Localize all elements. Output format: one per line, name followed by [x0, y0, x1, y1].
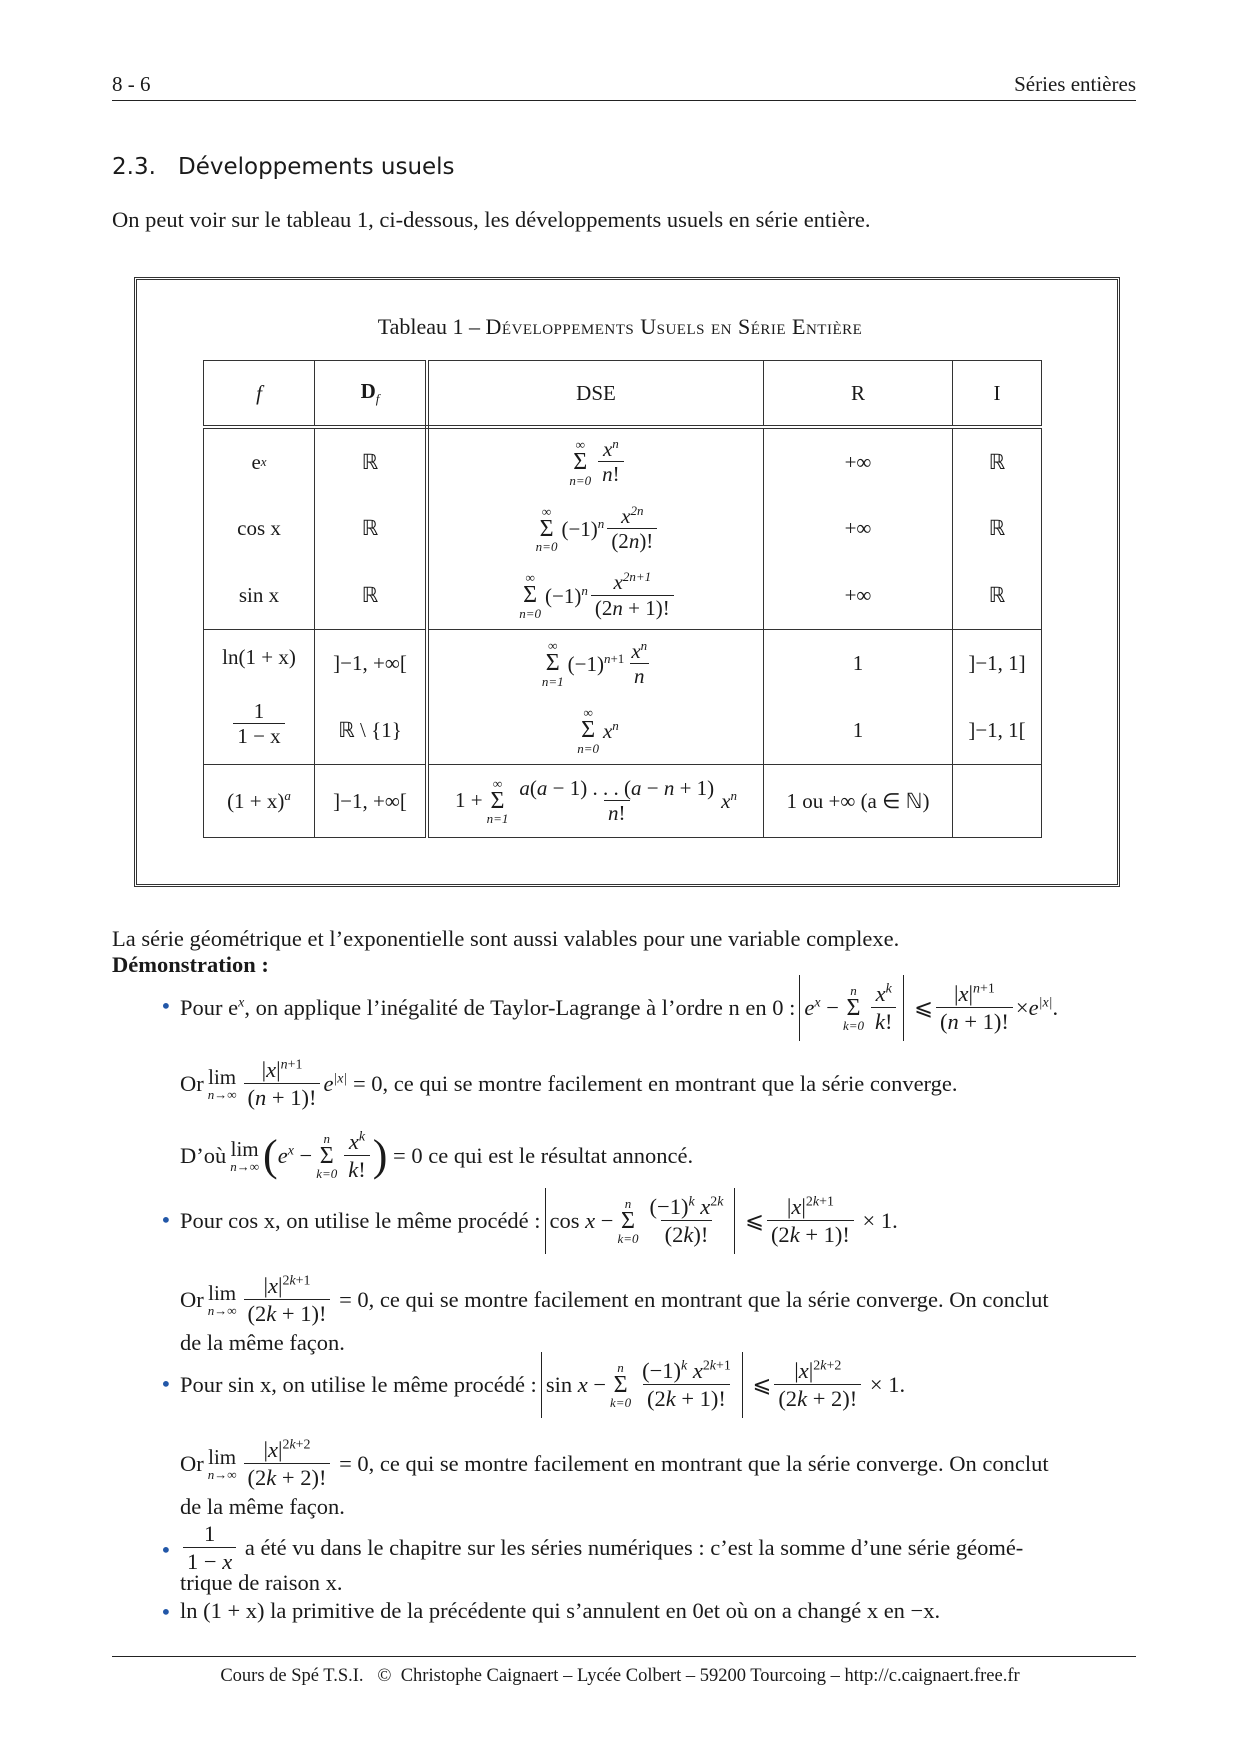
section-number: 2.3. [112, 154, 156, 180]
r-exp: +∞ [844, 449, 872, 474]
cell-r-group-1 [764, 427, 953, 630]
exp-dou-text: = 0 ce qui est le résultat annoncé. [393, 1143, 694, 1168]
f-sin: sin x [238, 583, 280, 608]
f-cos: cos x [237, 516, 281, 541]
r-sin: +∞ [844, 583, 872, 608]
bullet-sin: • [160, 1372, 172, 1396]
i-ln: ]−1, 1] [968, 651, 1026, 675]
i-pow [953, 765, 1042, 838]
dse-ln: ∞ Σ n=1 $(-1)^{n+1}$ $\frac{x^n}{n}$ [541, 637, 648, 690]
i-sin: ℝ [988, 583, 1006, 608]
cell-f-group-2 [204, 630, 315, 765]
bullet-ln: • [160, 1600, 172, 1624]
cell-dse-group-2 [427, 630, 764, 765]
table-row-group-3 [204, 765, 1042, 838]
footer-rule [112, 1656, 1136, 1657]
exp-text: , on applique l’inégalité de Taylor-Lagrange à l’ordre n en 0 : [244, 995, 796, 1020]
df-sin: ℝ [361, 583, 379, 608]
df-exp: ℝ [361, 449, 379, 474]
geo-line: $\frac{1}{1 - x}$ a été vu dans le chapitre sur les séries numériques : c’est la somme d’une série géomé- [180, 1520, 1023, 1576]
df-geo: ℝ \ {1} [338, 718, 402, 742]
df-pow: ]−1, +∞[ [315, 765, 428, 838]
cell-df-group-1 [315, 427, 428, 630]
dse-table [203, 360, 1042, 838]
sin-or-text-2: de la même façon. [180, 1494, 345, 1519]
cos-or: Or [180, 1287, 204, 1312]
exp-intro: Pour e [180, 995, 239, 1020]
sin-or-text: = 0, ce qui se montre facilement en montrant que la série converge. On conclut [339, 1451, 1049, 1476]
caption-title: Développements Usuels en Série Entière [485, 314, 863, 339]
demo-title: Démonstration : [112, 952, 269, 977]
dse-geo: ∞ Σ n=0 $x^n$ [577, 705, 619, 757]
header-df-sub: f [375, 391, 380, 407]
header-i: I [953, 361, 1042, 428]
dse-exp: ∞ Σ n=0 $\frac{x^n}{n!}$ [429, 437, 763, 487]
intro-paragraph: On peut voir sur le tableau 1, ci-dessous, les développements usuels en série entière. [112, 207, 871, 232]
i-geo: ]−1, 1[ [968, 718, 1026, 742]
header-df [315, 361, 428, 428]
bullet-exp: • [160, 994, 172, 1018]
cos-or-text-2: de la même façon. [180, 1330, 345, 1355]
sin-limit-line: Or lim n→∞ $\frac{|x|^{2k+2}}{(2k + 2)!}$ = 0, ce qui se montre facilement en montrant que la série converge. On conclut [180, 1437, 1049, 1490]
cos-intro: Pour cos x, on utilise le même procédé : [180, 1208, 541, 1233]
sin-intro: Pour sin x, on utilise le même procédé : [180, 1372, 537, 1397]
r-cos: +∞ [844, 516, 872, 541]
f-exp: e x [251, 449, 267, 474]
r-ln: 1 [852, 651, 864, 675]
exp-dou: D’où [180, 1143, 227, 1168]
header-df-label: D [360, 378, 376, 403]
exp-conclusion-line: D’où lim n→∞ ( $e^x$ − n Σ k=0 $\frac{x^k}{k!}$ ) = 0 ce qui est le résultat annoncé. [180, 1129, 694, 1182]
i-cos: ℝ [988, 516, 1006, 541]
section-heading [112, 154, 455, 180]
i-exp: ℝ [988, 449, 1006, 474]
table-caption [0, 314, 1240, 340]
footer-text: Cours de Spé T.S.I. © Christophe Caignaert – Lycée Colbert – 59200 Tourcoing – http://c.caignaert.free.fr [220, 1666, 1020, 1686]
df-ln: ]−1, +∞[ [333, 651, 407, 675]
table-header-row [204, 361, 1042, 428]
cell-i-group-2 [953, 630, 1042, 765]
cell-f-group-1 [204, 427, 315, 630]
exp-or-text: = 0, ce qui se montre facilement en montrant que la série converge. [352, 1071, 958, 1096]
bullet-geo: • [160, 1538, 172, 1562]
page-number: 8 - 6 [112, 72, 151, 96]
chapter-title: Séries entières [1014, 72, 1136, 96]
complex-note: La série géométrique et l’exponentielle sont aussi valables pour une variable complexe. [112, 926, 900, 951]
f-pow: $(1 + x)^a$ [204, 765, 315, 838]
df-cos: ℝ [361, 516, 379, 541]
caption-prefix: Tableau 1 – [377, 314, 486, 339]
table-row-group-1 [204, 427, 1042, 630]
header-r: R [764, 361, 953, 428]
exp-or: Or [180, 1071, 204, 1096]
geo-text: a été vu dans le chapitre sur les séries numériques : c’est la somme d’une série géomé- [244, 1535, 1024, 1560]
page-header [112, 72, 1136, 101]
table-row-group-2 [204, 630, 1042, 765]
dse-pow: 1 + ∞ Σ n=1 $\frac{a(a - 1) . . . (a - n + 1)}{n!}$ $x^n$ [427, 765, 764, 838]
f-geo: $\frac{1}{1 - x}$ [204, 699, 314, 749]
ln-text: ln (1 + x) la primitive de la précédente qui s’annulent en 0et où on a changé x en −x. [180, 1598, 941, 1623]
header-dse: DSE [427, 361, 764, 428]
exp-proof-line: Pour e $^x$ , on applique l’inégalité de Taylor-Lagrange à l’ordre n en 0 : $e^x$ − n Σ k=0 $\frac{x^k}{k!}$ ⩽ $\frac{|x|^{n+1}}{(n + 1)!}$ × $e^{|x|}$ . [180, 975, 1058, 1041]
sin-or: Or [180, 1451, 204, 1476]
dse-cos: ∞ Σ n=0 $(-1)^n$ $\frac{x^{2n}}{(2n)!}$ [429, 504, 763, 554]
cos-limit-line: Or lim n→∞ $\frac{|x|^{2k+1}}{(2k + 1)!}$ = 0, ce qui se montre facilement en montrant que la série converge. On conclut [180, 1273, 1049, 1326]
header-f: f [204, 361, 315, 428]
cell-df-group-2 [315, 630, 428, 765]
r-pow: 1 ou +∞ (a ∈ ℕ) [764, 765, 953, 838]
cos-or-text: = 0, ce qui se montre facilement en montrant que la série converge. On conclut [339, 1287, 1049, 1312]
cell-r-group-2 [764, 630, 953, 765]
sin-proof-line: Pour sin x, on utilise le même procédé : sin x − n Σ k=0 $\frac{(-1)^k x^{2k+1}}{(2k + 1)!}$ ⩽ $\frac{|x|^{2k+2}}{(2k + 2)!}$ × 1. [180, 1352, 905, 1418]
cell-dse-group-1 [427, 427, 764, 630]
section-title: Développements usuels [178, 154, 455, 180]
bullet-cos: • [160, 1208, 172, 1232]
geo-text-2: trique de raison x. [180, 1570, 343, 1595]
f-ln: ln(1 + x) [222, 644, 296, 669]
dse-sin: ∞ Σ n=0 $(-1)^n$ $\frac{x^{2n+1}}{(2n + 1)!}$ [429, 570, 763, 620]
cell-i-group-1 [953, 427, 1042, 630]
r-geo: 1 [852, 718, 864, 742]
cos-proof-line: Pour cos x, on utilise le même procédé : cos x − n Σ k=0 $\frac{(-1)^k x^{2k}}{(2k)!}$ ⩽ $\frac{|x|^{2k+1}}{(2k + 1)!}$ × 1. [180, 1188, 898, 1254]
exp-limit-line: Or lim n→∞ $\frac{|x|^{n+1}}{(n + 1)!}$ $e^{|x|}$ = 0, ce qui se montre facilement en montrant que la série converge. [180, 1057, 958, 1110]
